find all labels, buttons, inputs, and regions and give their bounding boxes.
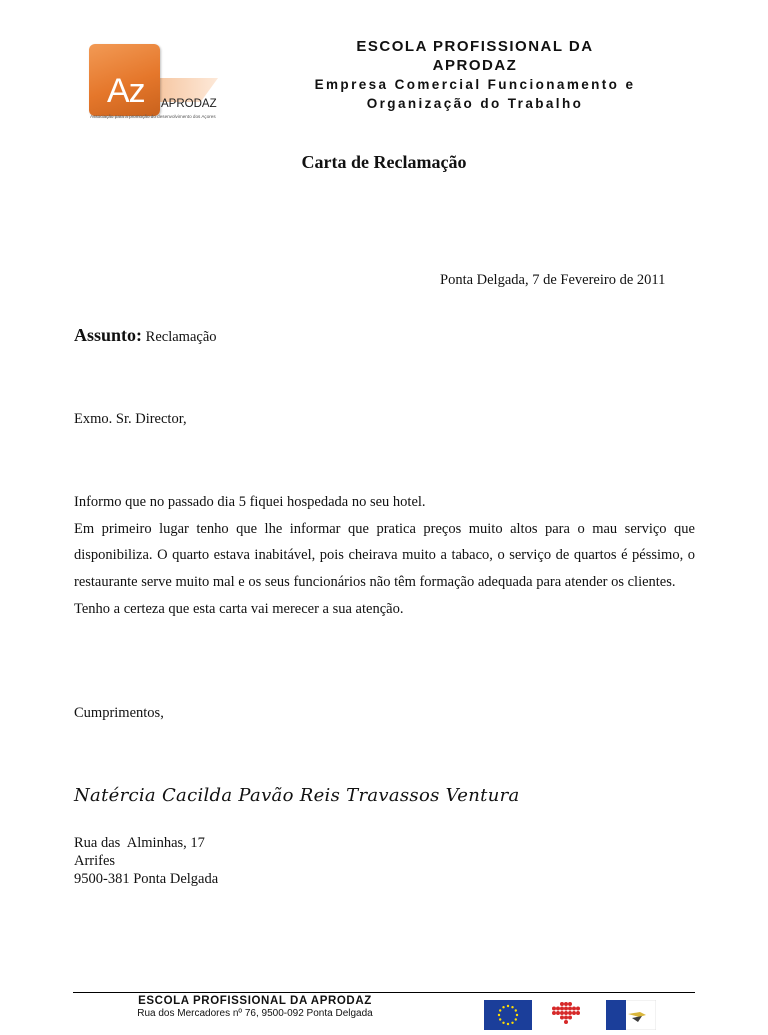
header-line-4: Organização do Trabalho <box>366 96 584 111</box>
sender-address <box>74 834 218 888</box>
cross-svg <box>548 1001 584 1025</box>
address-line: 9500-381 Ponta Delgada <box>74 871 219 887</box>
header-line-1: ESCOLA PROFISSIONAL DA <box>356 38 594 55</box>
subject-label: Assunto: <box>74 325 143 345</box>
header-line-2: APRODAZ <box>432 57 518 74</box>
azores-flag-icon <box>606 1000 656 1030</box>
red-dotted-cross-icon <box>548 1001 584 1025</box>
letter-body <box>74 489 695 623</box>
logo-tagline: Associação para a promoção do desenvolvimento dos Açores <box>90 114 216 119</box>
subject-line <box>74 326 217 346</box>
school-header <box>250 37 700 113</box>
footer-divider <box>73 992 695 993</box>
address-line: Arrifes <box>74 853 116 869</box>
closing: Cumprimentos, <box>74 705 164 721</box>
logo-square <box>89 44 160 116</box>
page-title: Carta de Reclamação <box>301 152 467 172</box>
salutation: Exmo. Sr. Director, <box>74 411 187 427</box>
aprodaz-logo <box>88 44 248 126</box>
footer-text <box>105 995 405 1020</box>
address-line: Rua das Alminhas, 17 <box>74 835 205 851</box>
header-line-3: Empresa Comercial Funcionamento e <box>314 77 636 92</box>
eu-flag-svg <box>484 1000 532 1030</box>
paragraph: Informo que no passado dia 5 fiquei hospedada no seu hotel. <box>74 494 426 510</box>
date-line: Ponta Delgada, 7 de Fevereiro de 2011 <box>440 272 666 288</box>
azores-flag-svg <box>606 1000 656 1030</box>
footer-address: Rua dos Mercadores nº 76, 9500-092 Ponta Delgada <box>137 1008 373 1019</box>
footer-school-name: ESCOLA PROFISSIONAL DA APRODAZ <box>138 995 372 1007</box>
subject-value: Reclamação <box>145 329 217 345</box>
paragraph: Tenho a certeza que esta carta vai merecer a sua atenção. <box>74 600 404 617</box>
signature: Natércia Cacilda Pavão Reis Travassos Ventura <box>74 785 520 806</box>
logo-name: APRODAZ <box>161 98 217 110</box>
logo-mark: Az <box>107 72 145 110</box>
paragraph: Em primeiro lugar tenho que lhe informar que pratica preços muito altos para o mau serviço que disponibiliza. O quarto estava inabitável, pois cheirava muito a tabaco, o serviço de quartos é péssimo, o restaurante serve muito mal e os seus funcionários não têm formação adequada para atender os clientes. <box>74 520 695 591</box>
eu-flag-icon <box>484 1000 532 1030</box>
